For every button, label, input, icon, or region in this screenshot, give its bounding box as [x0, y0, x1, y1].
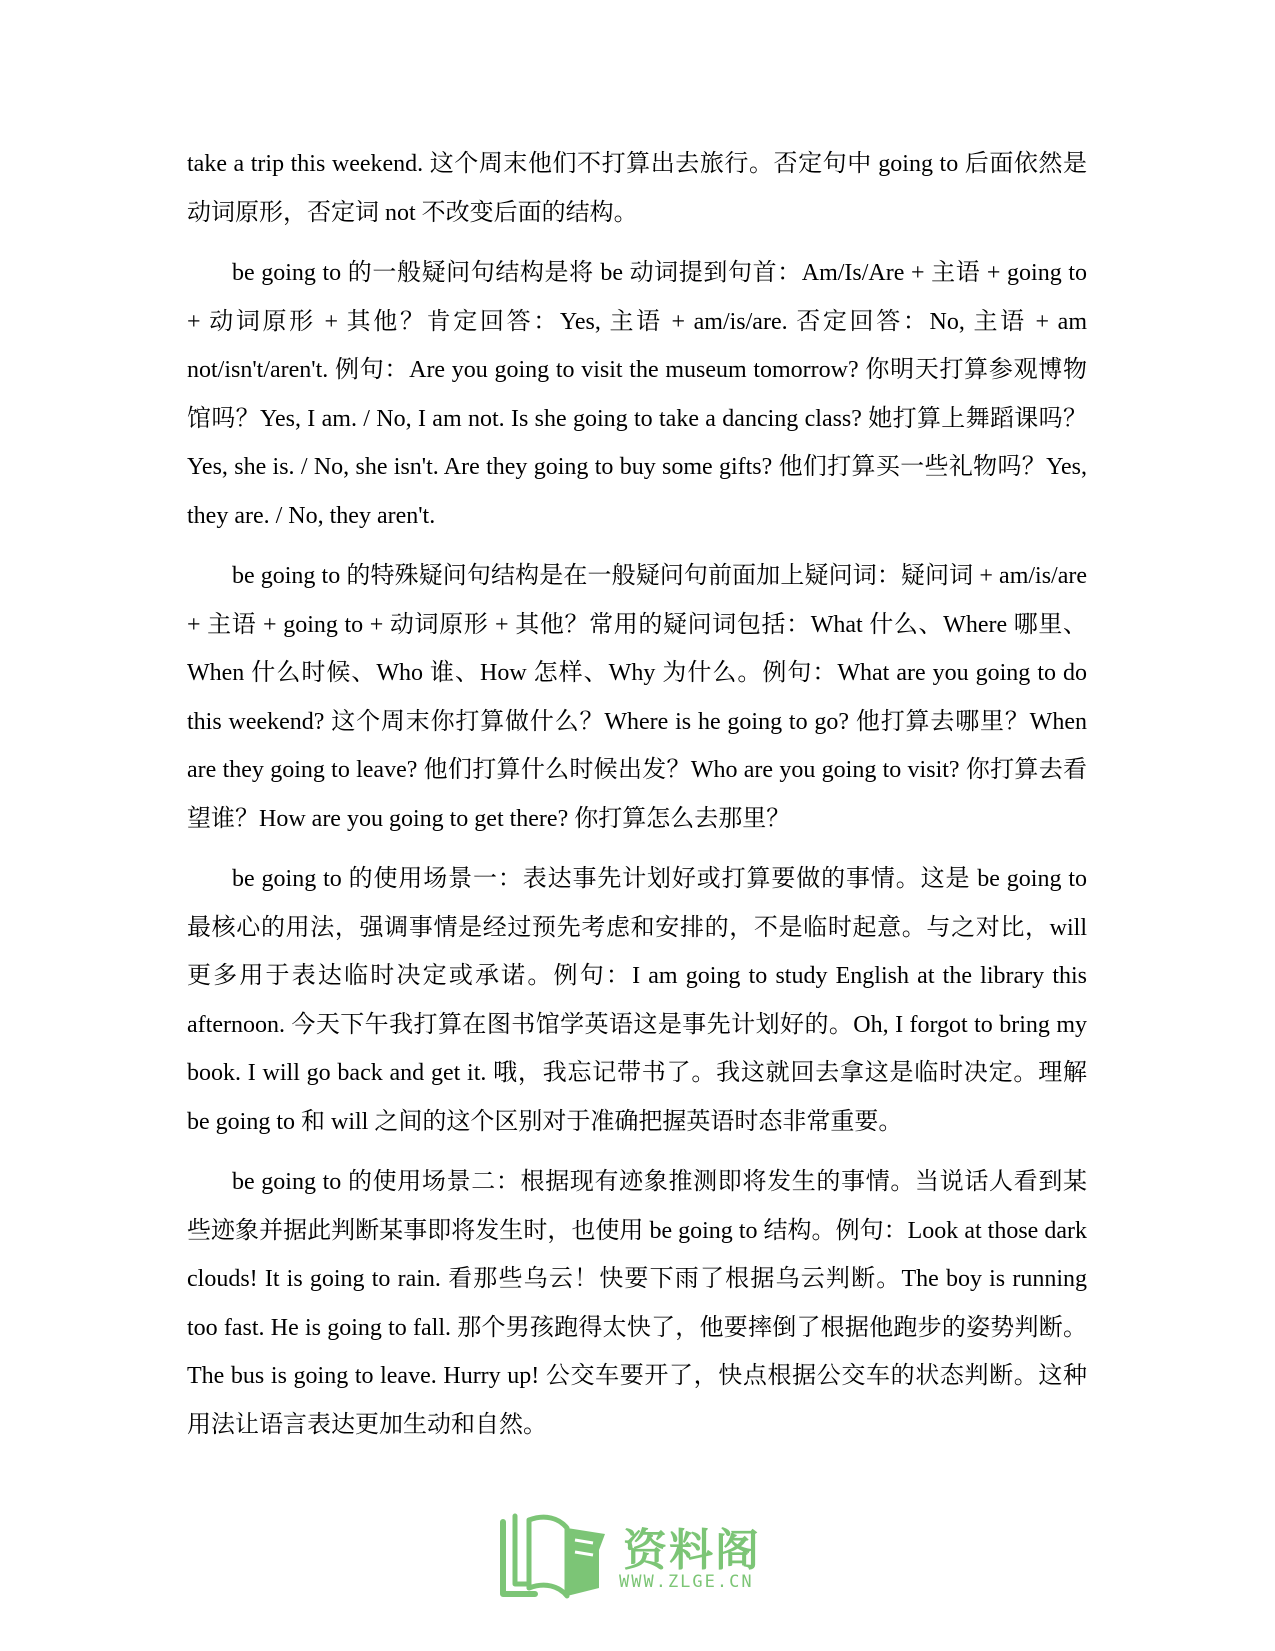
watermark-brand: 资料阁 — [623, 1525, 761, 1576]
paragraph-5: be going to 的使用场景二：根据现有迹象推测即将发生的事情。当说话人看到某些迹象并据此判断某事即将发生时，也使用 be going to 结构。例句：Look at those dark clouds! It is going to rain. 看那些乌云！快要下雨了根据乌云判断。The boy is running too fast. He is going to fall. 那个男孩跑得太快了，他要摔倒了根据他跑步的姿势判断。The bus is going to leave. Hurry up! 公交车要开了，快点根据公交车的状态判断。这种用法让语言表达更加生动和自然。 — [187, 1169, 1087, 1438]
paragraph-1: take a trip this weekend. 这个周末他们不打算出去旅行。否定句中 going to 后面依然是动词原形，否定词 not 不改变后面的结构。 — [187, 151, 1087, 226]
paragraph-2: be going to 的一般疑问句结构是将 be 动词提到句首：Am/Is/Are + 主语 + going to + 动词原形 + 其他？肯定回答：Yes, 主语 + am/is/are. 否定回答：No, 主语 + am not/isn't/aren't. 例句：Are you going to visit the museum tomorrow? 你明天打算参观博物馆吗？Yes, I am. / No, I am not. Is she going to take a dancing class? 她打算上舞蹈课吗？Yes, she is. / No, she isn't. Are they going to buy some gifts? 他们打算买一些礼物吗？Yes, they are. / No, they aren't. — [187, 260, 1087, 529]
paragraph-4: be going to 的使用场景一：表达事先计划好或打算要做的事情。这是 be going to 最核心的用法，强调事情是经过预先考虑和安排的，不是临时起意。与之对比，will 更多用于表达临时决定或承诺。例句：I am going to study English at the library this afternoon. 今天下午我打算在图书馆学英语这是事先计划好的。Oh, I forgot to bring my book. I will go back and get it. 哦，我忘记带书了。我这就回去拿这是临时决定。理解 be going to 和 will 之间的这个区别对于准确把握英语时态非常重要。 — [187, 866, 1087, 1135]
watermark — [495, 1510, 795, 1600]
paragraph-3: be going to 的特殊疑问句结构是在一般疑问句前面加上疑问词：疑问词 + am/is/are + 主语 + going to + 动词原形 + 其他？常用的疑问词包括：What 什么、Where 哪里、When 什么时候、Who 谁、How 怎样、Why 为什么。例句：What are you going to do this weekend? 这个周末你打算做什么？Where is he going to go? 他打算去哪里？When are they going to leave? 他们打算什么时候出发？Who are you going to visit? 你打算去看望谁？How are you going to get there? 你打算怎么去那里？ — [187, 563, 1087, 832]
book-folder-icon — [495, 1510, 615, 1600]
watermark-url: WWW.ZLGE.CN — [619, 1572, 754, 1592]
document-body — [187, 140, 1087, 1461]
